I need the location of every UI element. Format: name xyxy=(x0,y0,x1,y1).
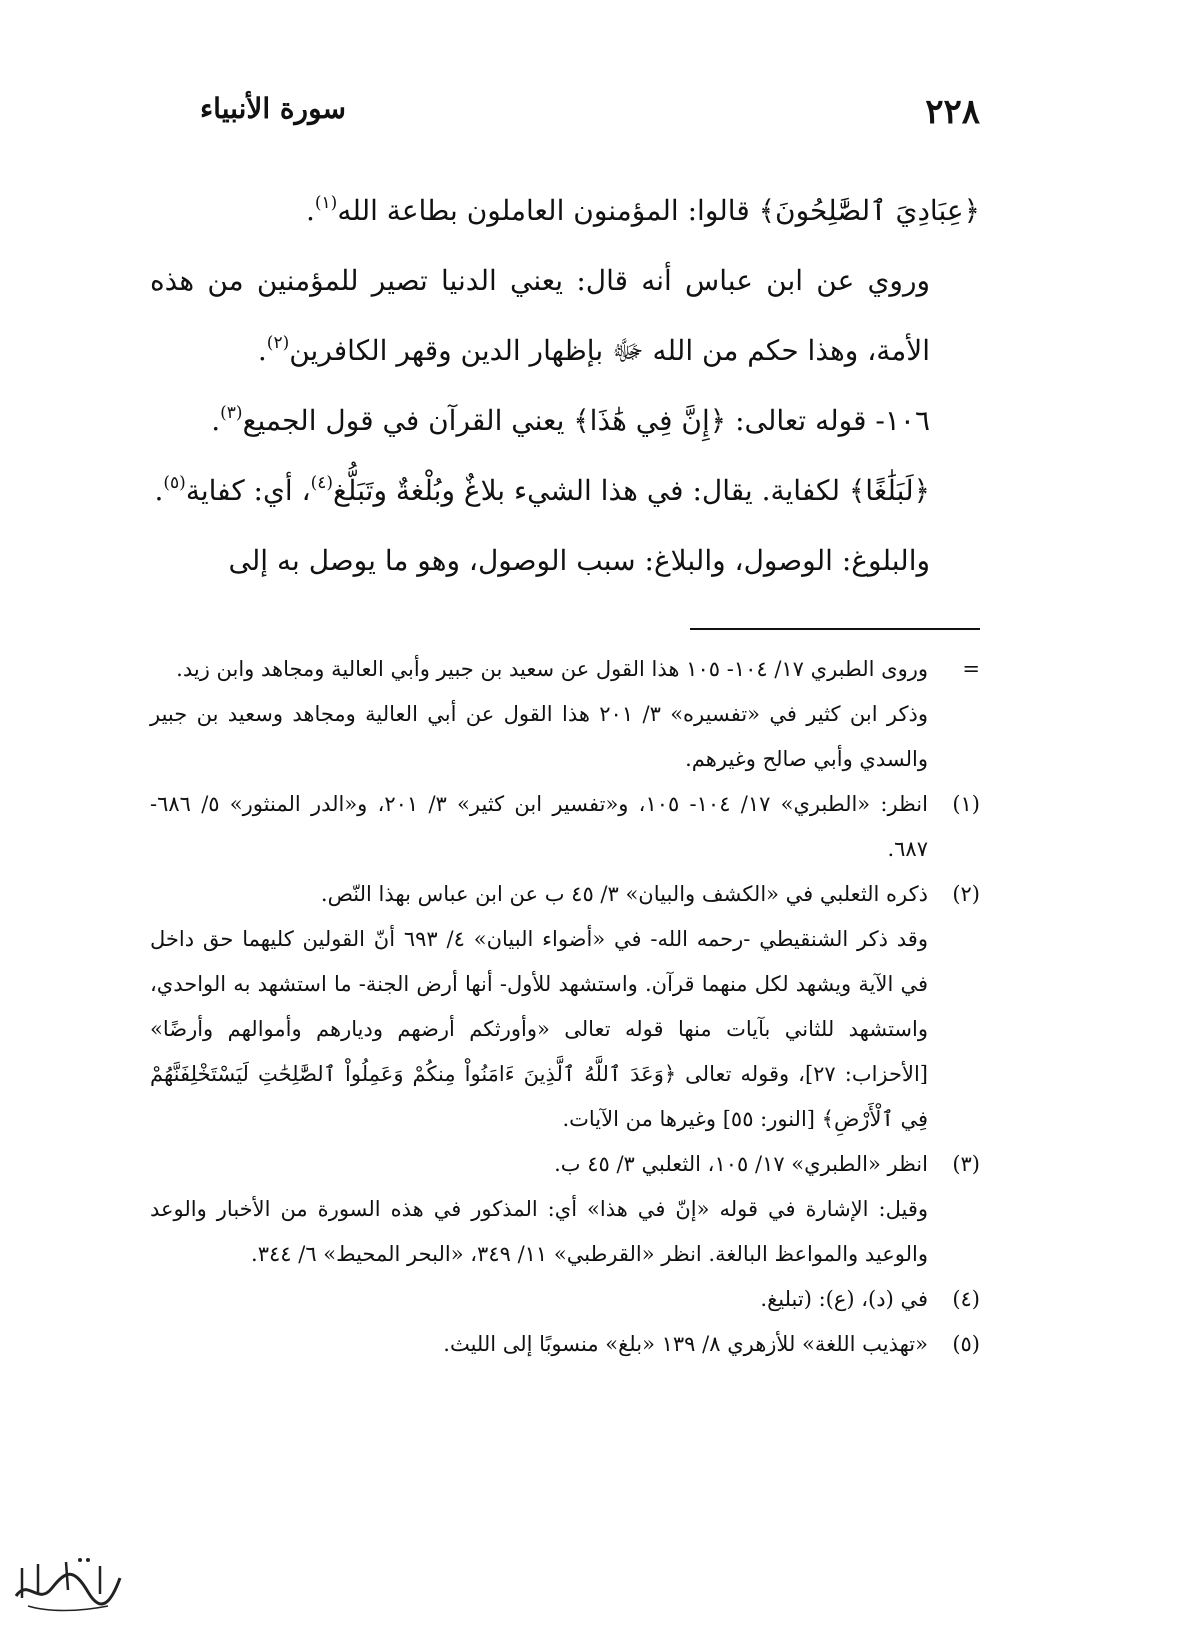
footnote-3 xyxy=(150,1142,980,1187)
body-paragraph-3: ١٠٦- قوله تعالى: ﴿إِنَّ فِي هَٰذَا﴾ يعني القرآن في قول الجميع$^{(٣)}$. xyxy=(211,403,930,437)
footnote-3-continuation xyxy=(150,1187,980,1277)
footnote-ref-2: (٢) xyxy=(266,333,290,353)
footnote-5-text: «تهذيب اللغة» للأزهري ٨/ ١٣٩ «بلغ» منسوبًا إلى الليث. xyxy=(443,1332,928,1356)
footnote-4-marker: (٤) xyxy=(952,1287,980,1311)
footnote-3-marker: (٣) xyxy=(952,1152,980,1176)
footnote-continuation xyxy=(150,647,980,692)
footnote-separator xyxy=(690,628,980,630)
footnote-ref-3: (٣) xyxy=(220,403,243,423)
footnote-5 xyxy=(150,1322,980,1367)
body-line-1: ﴿عِبَادِيَ ٱلصَّٰلِحُونَ﴾ قالوا: المؤمنون العاملون بطاعة الله$^{(١)}$. xyxy=(305,193,980,227)
footnote-2-marker: (٢) xyxy=(952,882,980,906)
footnote-ref-5: (٥) xyxy=(163,473,186,493)
library-stamp-logo xyxy=(8,1548,126,1618)
footnote-4 xyxy=(150,1277,980,1322)
body-paragraph-4: ﴿لَبَلَٰغًا﴾ لكفاية. يقال: في هذا الشيء بلاغٌ وبُلْغةٌ وتَبَلُّغ$^{(٤)}$، أي: كفاية$^{(٥)}$. xyxy=(154,473,930,507)
body-paragraph-2: وروي عن ابن عباس أنه قال: يعني الدنيا تصير للمؤمنين من هذه الأمة، وهذا حكم من الله ﷻ بإظهار الدين وقهر الكافرين$^{(٢)}$. xyxy=(150,264,930,367)
footnote-1 xyxy=(150,782,980,872)
footnote-ref-4: (٤) xyxy=(310,473,334,493)
continuation-marker: = xyxy=(962,657,980,681)
footnote-continuation-p2-block xyxy=(150,692,980,782)
footnote-1-text: انظر: «الطبري» ١٧/ ١٠٤- ١٠٥، و«تفسير ابن كثير» ٣/ ٢٠١، و«الدر المنثور» ٥/ ٦٨٦- ٦٨٧. xyxy=(150,792,928,861)
footnote-3-text-1: انظر «الطبري» ١٧/ ١٠٥، الثعلبي ٣/ ٤٥ ب. xyxy=(554,1152,928,1176)
body-paragraph-5: والبلوغ: الوصول، والبلاغ: سبب الوصول، وهو ما يوصل به إلى xyxy=(228,544,930,577)
footnote-continuation-p1: وروى الطبري ١٧/ ١٠٤- ١٠٥ هذا القول عن سعيد بن جبير وأبي العالية ومجاهد وابن زيد. xyxy=(176,657,928,681)
page-header xyxy=(200,92,980,142)
stamp-calligraphy-icon xyxy=(8,1548,126,1618)
footnote-1-marker: (١) xyxy=(952,792,980,816)
page-number: ٢٢٨ xyxy=(925,92,980,132)
footnote-2-text-2: وقد ذكر الشنقيطي -رحمه الله- في «أضواء البيان» ٤/ ٦٩٣ أنّ القولين كليهما حق داخل في الآية ويشهد لكل منهما قرآن. واستشهد للأول- أنها أرض الجنة- ما استشهد به الواحدي، واستشهد للثاني بآيات منها قوله تعالى «وأورثكم أرضهم وديارهم وأموالهم وأرضًا» [الأحزاب: ٢٧]، وقوله تعالى ﴿وَعَدَ ٱللَّهُ ٱلَّذِينَ ءَامَنُواْ مِنكُمْ وَعَمِلُواْ ٱلصَّٰلِحَٰتِ لَيَسْتَخْلِفَنَّهُمْ فِي ٱلْأَرْضِ﴾ [النور: ٥٥] وغيرها من الآيات. xyxy=(150,927,928,1131)
footnote-5-marker: (٥) xyxy=(952,1332,980,1356)
footnote-4-text: في (د)، (ع): (تبليغ. xyxy=(760,1287,928,1311)
footnotes xyxy=(150,647,980,1367)
footnote-2 xyxy=(150,872,980,917)
surah-title: سورة الأنبياء xyxy=(200,92,347,125)
footnote-2-continuation xyxy=(150,917,980,1142)
main-text xyxy=(150,176,980,596)
footnote-3-text-2: وقيل: الإشارة في قوله «إنّ في هذا» أي: المذكور في هذه السورة من الأخبار والوعد والوعيد والمواعظ البالغة. انظر «القرطبي» ١١/ ٣٤٩، «البحر المحيط» ٦/ ٣٤٤. xyxy=(150,1197,928,1266)
footnote-ref-1: (١) xyxy=(314,193,338,213)
footnote-continuation-p2: وذكر ابن كثير في «تفسيره» ٣/ ٢٠١ هذا القول عن أبي العالية ومجاهد وسعيد بن جبير والسدي وأبي صالح وغيرهم. xyxy=(150,702,928,771)
footnote-2-text-1: ذكره الثعلبي في «الكشف والبيان» ٣/ ٤٥ ب عن ابن عباس بهذا النّص. xyxy=(320,882,928,906)
